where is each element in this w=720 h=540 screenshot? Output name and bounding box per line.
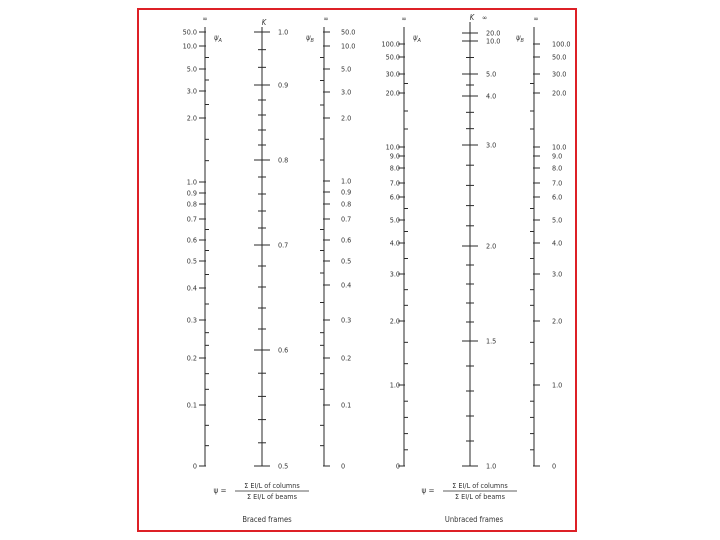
braced-psi-b-label-0-7: 0.7 (341, 214, 352, 224)
unbraced-psi-b-label-4-0: 4.0 (552, 238, 563, 248)
braced-psi-b-infinity-symbol: ∞ (323, 15, 329, 23)
unbraced-psi-b-label-6-0: 6.0 (552, 192, 563, 202)
unbraced-k-label-4-0: 4.0 (486, 91, 497, 101)
unbraced-psi-b-label-9-0: 9.0 (552, 151, 563, 161)
braced-psi-a-label-0-8: 0.8 (186, 199, 197, 209)
braced-psi-a-label-3-0: 3.0 (186, 86, 197, 96)
unbraced-psi-a-label-3-0: 3.0 (389, 269, 400, 279)
braced-psi-a-label-0-3: 0.3 (186, 315, 197, 325)
braced-psi-b-label-0-5: 0.5 (341, 256, 352, 266)
braced-psi-a-label-0-9: 0.9 (186, 188, 197, 198)
braced-formula-denominator: Σ EI/L of beams (247, 492, 297, 501)
unbraced-k-label-1-5: 1.5 (486, 336, 497, 346)
braced-k-label-0-7: 0.7 (278, 240, 289, 250)
braced-psi-a-label-0-6: 0.6 (186, 235, 197, 245)
braced-psi-a-label-0-2: 0.2 (186, 353, 197, 363)
unbraced-psi-b-label-2-0: 2.0 (552, 316, 563, 326)
braced-k-label-0-5: 0.5 (278, 461, 289, 471)
braced-psi-a-label-0-5: 0.5 (186, 256, 197, 266)
unbraced-formula-numerator: Σ EI/L of columns (452, 481, 508, 490)
braced-formula-lhs: ψ = (213, 486, 227, 495)
unbraced-psi-a-infinity-symbol: ∞ (401, 15, 407, 23)
braced-psi-a-label-50-0: 50.0 (182, 27, 197, 37)
braced-psi-b-label-1-0: 1.0 (341, 176, 352, 186)
unbraced-psi-b-label-20-0: 20.0 (552, 88, 567, 98)
unbraced-k-symbol: K (469, 13, 475, 22)
unbraced-psi-a-label-7-0: 7.0 (389, 178, 400, 188)
braced-formula-numerator: Σ EI/L of columns (244, 481, 300, 490)
unbraced-k-label-10-0: 10.0 (486, 36, 501, 46)
unbraced-k-label-20-0: 20.0 (486, 28, 501, 38)
unbraced-psi-a-label-1-0: 1.0 (389, 380, 400, 390)
braced-psi-b-symbol: $\psi_B$ (306, 33, 314, 44)
unbraced-formula-denominator: Σ EI/L of beams (455, 492, 505, 501)
braced-k-label-0-8: 0.8 (278, 155, 289, 165)
unbraced-psi-b-infinity-symbol: ∞ (533, 15, 539, 23)
unbraced-psi-b-label-5-0: 5.0 (552, 215, 563, 225)
unbraced-psi-b-label-50-0: 50.0 (552, 52, 567, 62)
braced-psi-a-label-0: 0 (192, 461, 197, 471)
braced-psi-b-label-0-2: 0.2 (341, 353, 352, 363)
braced-psi-b-label-3-0: 3.0 (341, 87, 352, 97)
unbraced-psi-b-label-100-0: 100.0 (552, 39, 571, 49)
unbraced-psi-b-label-0: 0 (552, 461, 557, 471)
braced-psi-b-label-5-0: 5.0 (341, 64, 352, 74)
braced-psi-a-label-0-1: 0.1 (186, 400, 197, 410)
unbraced-psi-a-label-2-0: 2.0 (389, 316, 400, 326)
braced-psi-a-label-2-0: 2.0 (186, 113, 197, 123)
braced-psi-b-label-0-6: 0.6 (341, 235, 352, 245)
unbraced-psi-b-symbol: $\psi_B$ (516, 33, 524, 44)
unbraced-formula-lhs: ψ = (421, 486, 435, 495)
braced-psi-b-label-10-0: 10.0 (341, 41, 356, 51)
unbraced-psi-b-label-30-0: 30.0 (552, 69, 567, 79)
unbraced-psi-b-label-10-0: 10.0 (552, 142, 567, 152)
unbraced-psi-a-label-5-0: 5.0 (389, 215, 400, 225)
braced-psi-a-label-1-0: 1.0 (186, 177, 197, 187)
unbraced-psi-a-label-4-0: 4.0 (389, 238, 400, 248)
braced-psi-a-label-0-7: 0.7 (186, 214, 197, 224)
braced-psi-b-label-0: 0 (341, 461, 346, 471)
unbraced-k-infinity-symbol: ∞ (482, 14, 488, 22)
braced-psi-a-label-5-0: 5.0 (186, 64, 197, 74)
unbraced-psi-b-label-7-0: 7.0 (552, 178, 563, 188)
unbraced-psi-b-label-1-0: 1.0 (552, 380, 563, 390)
unbraced-psi-b-label-3-0: 3.0 (552, 269, 563, 279)
unbraced-psi-a-label-20-0: 20.0 (385, 88, 400, 98)
braced-k-label-1-0: 1.0 (278, 27, 289, 37)
braced-psi-b-label-50-0: 50.0 (341, 27, 356, 37)
unbraced-frames-title: Unbraced frames (444, 515, 504, 524)
braced-k-label-0-6: 0.6 (278, 345, 289, 355)
unbraced-psi-b-label-8-0: 8.0 (552, 163, 563, 173)
braced-k-symbol: K (261, 18, 267, 27)
unbraced-psi-a-label-30-0: 30.0 (385, 69, 400, 79)
unbraced-psi-a-label-6-0: 6.0 (389, 192, 400, 202)
braced-psi-a-symbol: $\psi_A$ (214, 33, 222, 44)
braced-frames-title: Braced frames (242, 515, 292, 524)
unbraced-psi-a-label-9-0: 9.0 (389, 151, 400, 161)
braced-psi-a-label-10-0: 10.0 (182, 41, 197, 51)
unbraced-psi-a-symbol: $\psi_A$ (413, 33, 421, 44)
braced-psi-b-label-0-8: 0.8 (341, 199, 352, 209)
unbraced-psi-a-label-8-0: 8.0 (389, 163, 400, 173)
braced-psi-a-infinity-symbol: ∞ (202, 15, 208, 23)
braced-psi-b-label-0-3: 0.3 (341, 315, 352, 325)
unbraced-k-label-3-0: 3.0 (486, 140, 497, 150)
unbraced-psi-a-label-100-0: 100.0 (381, 39, 400, 49)
unbraced-k-label-5-0: 5.0 (486, 69, 497, 79)
braced-psi-b-label-0-4: 0.4 (341, 280, 352, 290)
braced-psi-a-label-0-4: 0.4 (186, 283, 197, 293)
unbraced-psi-a-label-10-0: 10.0 (385, 142, 400, 152)
unbraced-k-label-2-0: 2.0 (486, 241, 497, 251)
braced-psi-b-label-0-9: 0.9 (341, 187, 352, 197)
unbraced-psi-a-label-50-0: 50.0 (385, 52, 400, 62)
unbraced-k-label-1-0: 1.0 (486, 461, 497, 471)
braced-psi-b-label-2-0: 2.0 (341, 113, 352, 123)
unbraced-psi-a-label-0: 0 (395, 461, 400, 471)
braced-k-label-0-9: 0.9 (278, 80, 289, 90)
braced-psi-b-label-0-1: 0.1 (341, 400, 352, 410)
